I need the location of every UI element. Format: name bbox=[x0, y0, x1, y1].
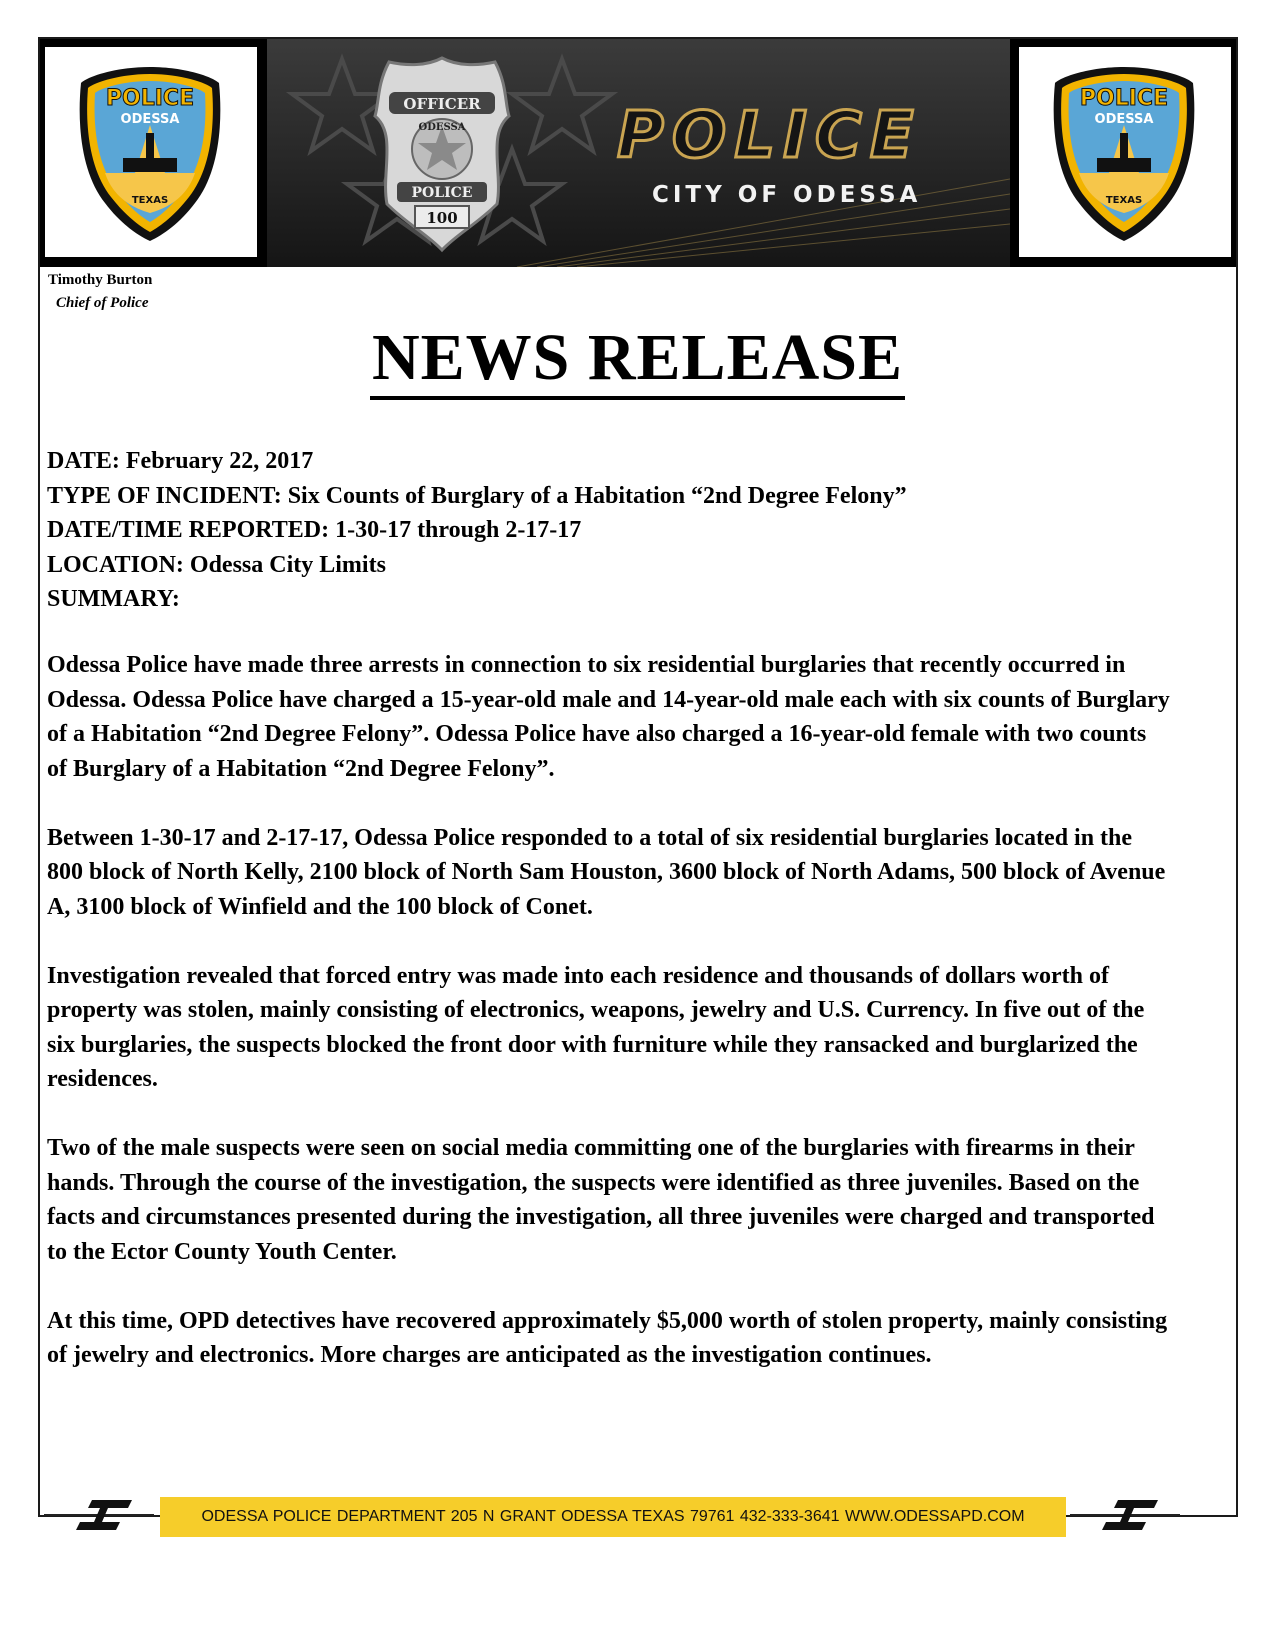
opd-logo-icon bbox=[44, 1498, 154, 1532]
opd-logo-icon bbox=[1070, 1498, 1180, 1532]
paragraph: At this time, OPD detectives have recovered approximately $5,000 worth of stolen property, mainly consisting of jewelry and electronics. More charges are anticipated as the investigation continues. bbox=[47, 1307, 1168, 1368]
paragraph: Two of the male suspects were seen on social media committing one of the burglaries with firearms in their hands. Through the course of the investigation, the suspects were identified as three juveniles. Based on the facts and circumstances presented during the investigation, all three juveniles were charged and transported to the Ector County Youth Center. bbox=[47, 1135, 1155, 1265]
patch-left bbox=[45, 47, 257, 257]
police-logo-word: POLICE bbox=[617, 99, 922, 173]
svg-text:TEXAS: TEXAS bbox=[131, 195, 169, 206]
page-title: NEWS RELEASE bbox=[0, 320, 1275, 396]
paragraph: Odessa Police have made three arrests in connection to six residential burglaries that recently occurred in Odessa. Odessa Police have charged a 15-year-old male and 14-year-old male each with six counts of Burglary of a Habitation “2nd Degree Felony”. Odessa Police have also charged a 16-year-old female with two counts of Burglary of a Habitation “2nd Degree Felony”. bbox=[47, 652, 1170, 782]
city-of-odessa-text: CITY OF ODESSA bbox=[652, 182, 922, 208]
meta-row-reported: DATE/TIME REPORTED: 1-30-17 through 2-17-17 bbox=[47, 517, 582, 543]
police-patch-icon bbox=[75, 63, 225, 243]
svg-text:OFFICER: OFFICER bbox=[403, 95, 481, 113]
svg-text:ODESSA: ODESSA bbox=[1094, 112, 1154, 127]
paragraph: Investigation revealed that forced entry was made into each residence and thousands of dollars worth of property was stolen, mainly consisting of electronics, weapons, jewelry and U.S. Currency. In five out of the six burglaries, the suspects blocked the front door with furniture while they ransacked and burglarized the residences. bbox=[47, 962, 1145, 1092]
svg-text:TEXAS: TEXAS bbox=[1105, 195, 1143, 206]
svg-text:100: 100 bbox=[426, 209, 458, 227]
footer-contact-bar: ODESSA POLICE DEPARTMENT 205 N GRANT ODESSA TEXAS 79761 432-333-3641 WWW.ODESSAPD.COM bbox=[160, 1497, 1066, 1537]
meta-row-date: DATE: February 22, 2017 bbox=[47, 448, 314, 474]
incident-details bbox=[47, 444, 907, 617]
chief-title: Chief of Police bbox=[56, 295, 149, 311]
police-patch-icon bbox=[1049, 63, 1199, 243]
banner-center bbox=[267, 39, 1010, 267]
patch-right bbox=[1019, 47, 1231, 257]
officer-badge-icon bbox=[367, 54, 517, 254]
svg-text:POLICE: POLICE bbox=[105, 86, 195, 111]
svg-text:POLICE: POLICE bbox=[1079, 86, 1169, 111]
svg-text:POLICE: POLICE bbox=[411, 185, 473, 201]
meta-row-location: LOCATION: Odessa City Limits bbox=[47, 551, 386, 578]
paragraph: Between 1-30-17 and 2-17-17, Odessa Police responded to a total of six residential burglaries located in the 800 block of North Kelly, 2100 block of North Sam Houston, 3600 block of North Adams, 500 block of Avenue A, 3100 block of Winfield and the 100 block of Conet. bbox=[47, 824, 1166, 920]
meta-row-summary: SUMMARY: bbox=[47, 586, 180, 612]
svg-text:ODESSA: ODESSA bbox=[418, 122, 466, 133]
svg-text:ODESSA: ODESSA bbox=[120, 112, 180, 127]
release-body bbox=[47, 648, 1172, 1407]
meta-row-type: TYPE OF INCIDENT: Six Counts of Burglary of a Habitation “2nd Degree Felony” bbox=[47, 482, 907, 509]
chief-name: Timothy Burton bbox=[48, 272, 153, 288]
header-banner bbox=[40, 39, 1236, 267]
